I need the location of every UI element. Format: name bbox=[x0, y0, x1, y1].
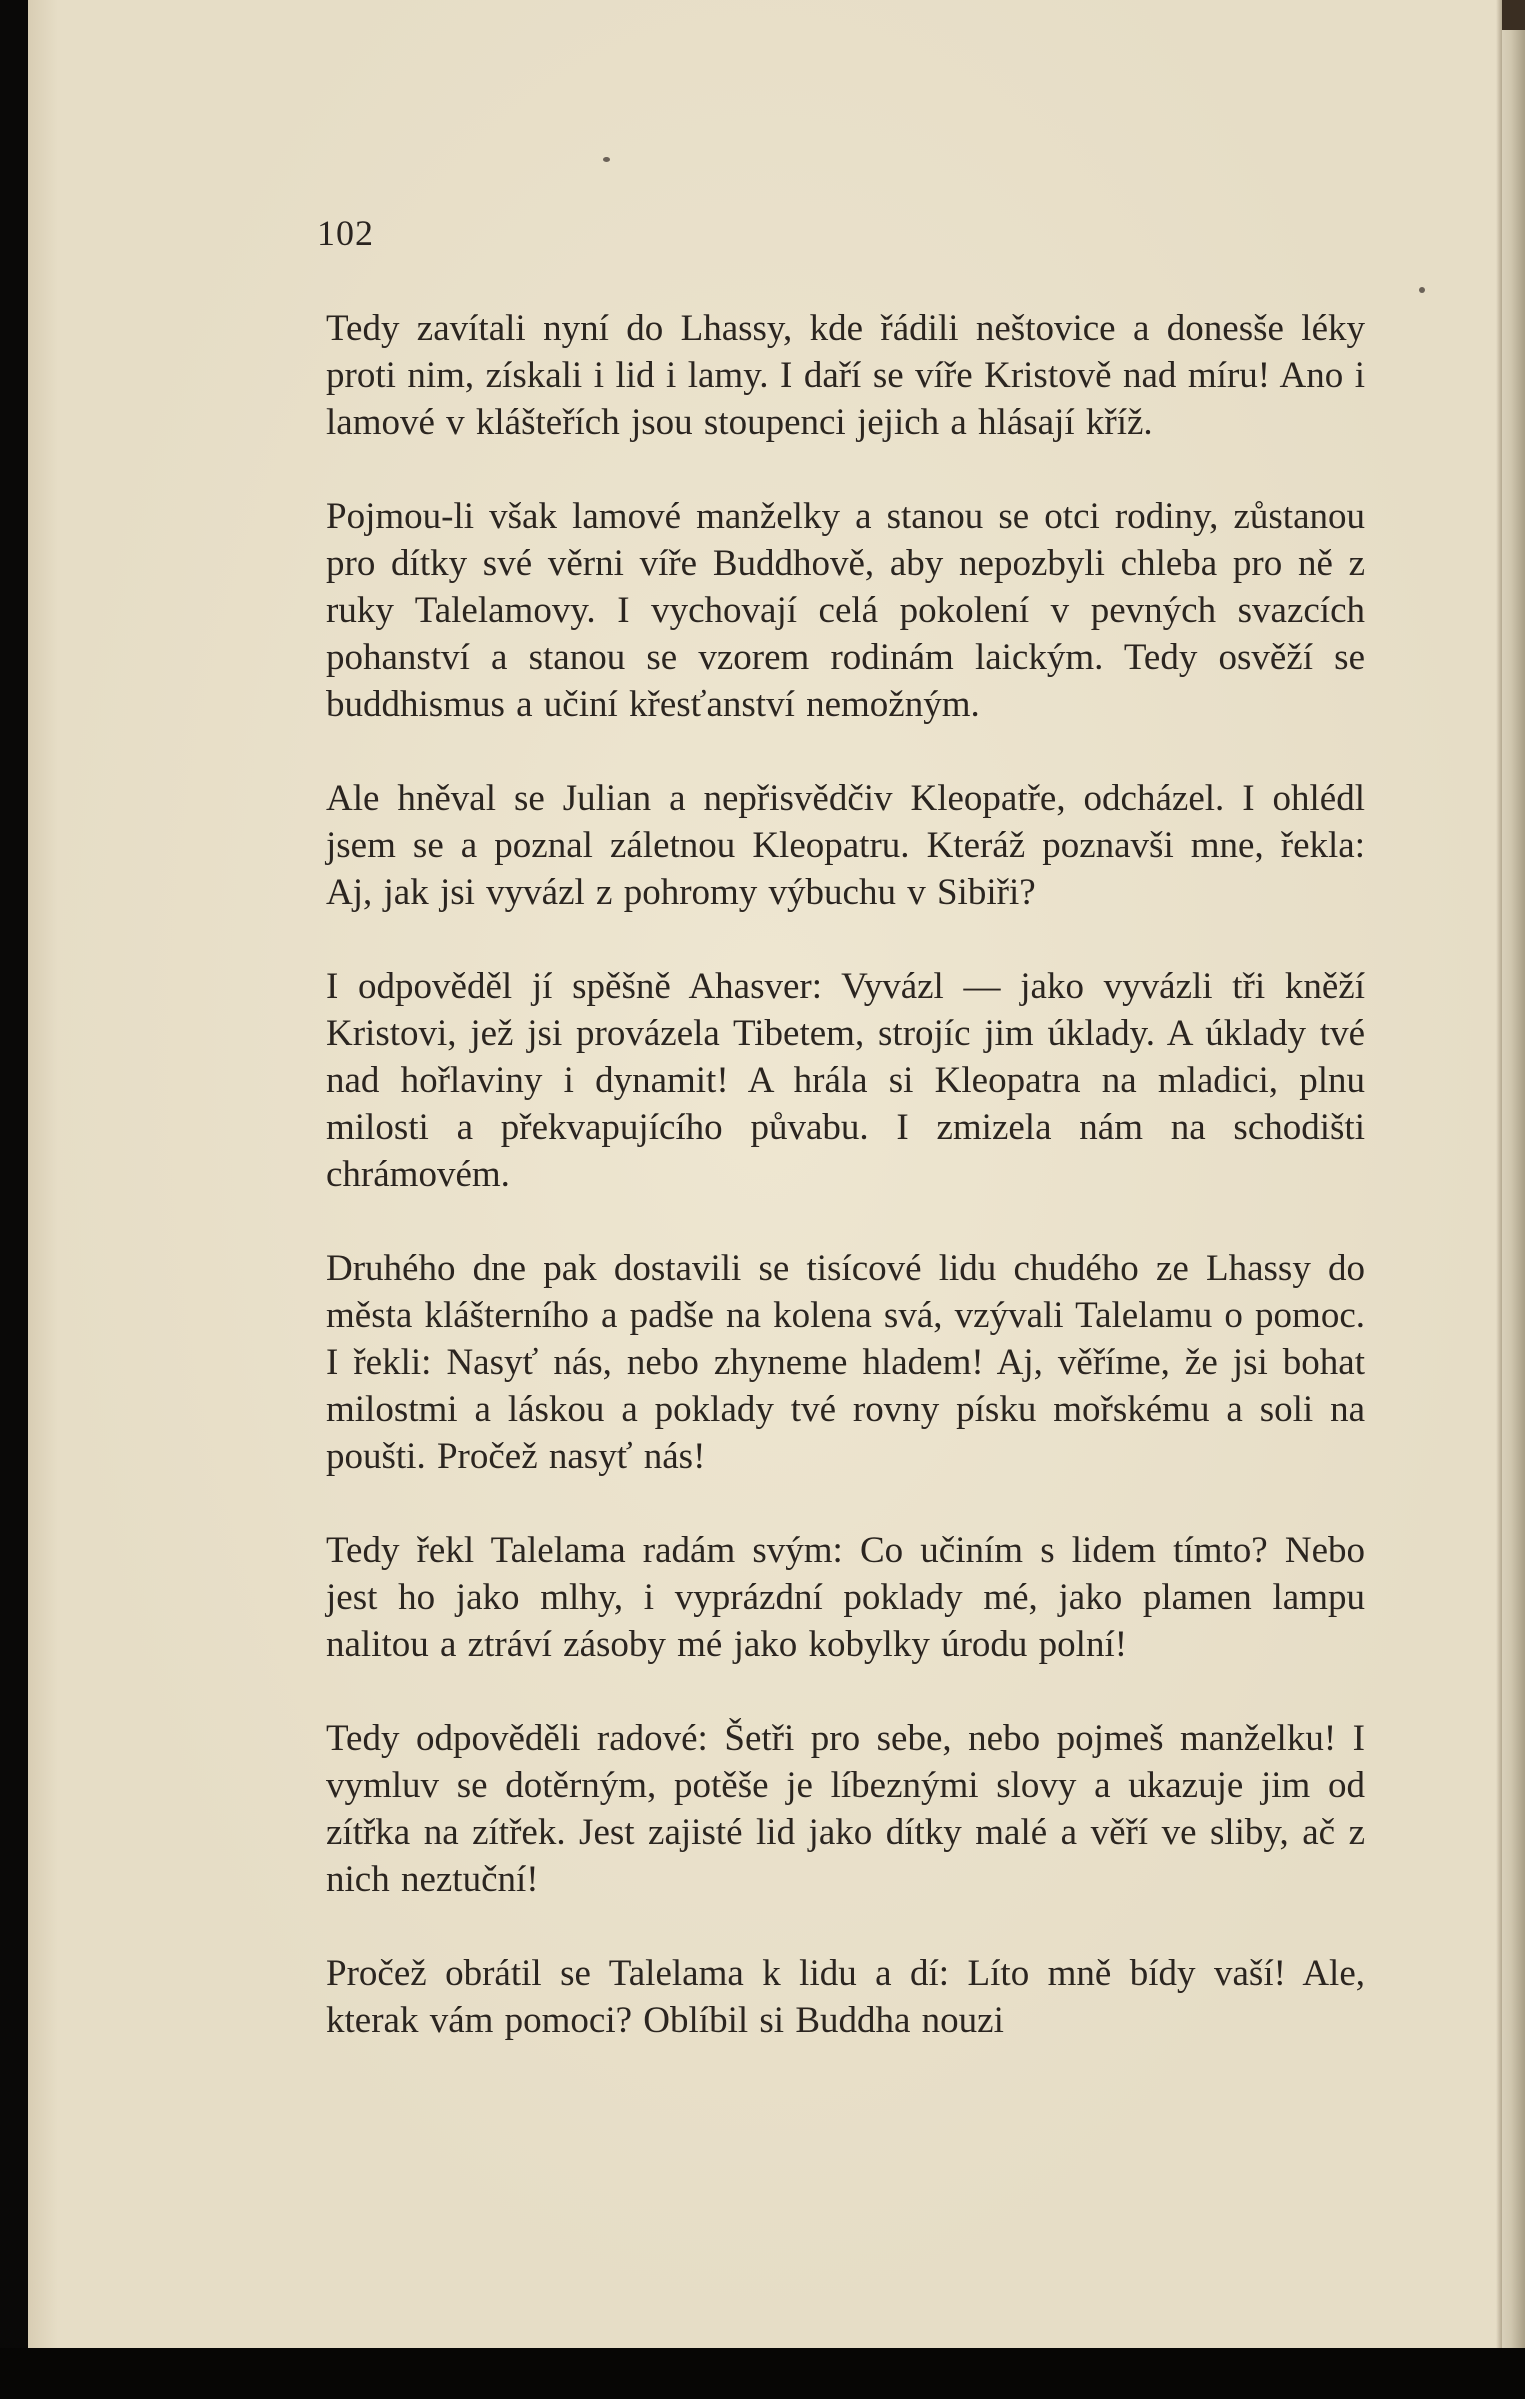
page-body bbox=[326, 305, 1365, 2044]
paragraph: Pojmou-li však lamové manželky a stanou se otci rodiny, zůstanou pro dítky své věrni víře Buddhově, aby nepozbyli chleba pro ně z ruky Talelamovy. I vychovají celá pokolení v pevných svazcích pohanství a stanou se vzorem rodinám laickým. Tedy osvěží se buddhismus a učiní křesťanství nemožným. bbox=[326, 496, 1365, 725]
paragraph: Tedy řekl Talelama radám svým: Co učiním s lidem tímto? Nebo jest ho jako mlhy, i vyprázdní poklady mé, jako plamen lampu nalitou a ztráví zásoby mé jako kobylky úrodu polní! bbox=[326, 1530, 1365, 1665]
paragraph: I odpověděl jí spěšně Ahasver: Vyvázl — jako vyvázli tři kněží Kristovi, jež jsi provázela Tibetem, strojíc jim úklady. A úklady tvé nad hořlaviny i dynamit! A hrála si Kleopatra na mladici, plnu milosti a překvapujícího půvabu. I zmizela nám na schodišti chrámovém. bbox=[326, 966, 1365, 1195]
ink-speck bbox=[603, 157, 610, 162]
paragraph: Pročež obrátil se Talelama k lidu a dí: Líto mně bídy vaší! Ale, kterak vám pomoci? Oblíbil si Buddha nouzi bbox=[326, 1953, 1365, 2041]
paragraph: Ale hněval se Julian a nepřisvědčiv Kleopatře, odcházel. I ohlédl jsem se a poznal záletnou Kleopatru. Kteráž poznavši mne, řekla: Aj, jak jsi vyvázl z pohromy výbuchu v Sibiři? bbox=[326, 778, 1365, 913]
page-fold-shadow bbox=[1496, 0, 1502, 2348]
scan-bottom-border bbox=[0, 2348, 1525, 2399]
paragraph: Tedy odpověděli radové: Šetři pro sebe, nebo pojmeš manželku! I vymluv se dotěrným, potěše je líbeznými slovy a ukazuje jim od zítřka na zítřek. Jest zajisté lid jako dítky malé a věří ve sliby, ač z nich neztuční! bbox=[326, 1718, 1365, 1900]
ink-speck bbox=[1419, 287, 1425, 293]
paragraph: Druhého dne pak dostavili se tisícové lidu chudého ze Lhassy do města klášterního a padše na kolena svá, vzývali Talelamu o pomoc. I řekli: Nasyť nás, nebo zhyneme hladem! Aj, věříme, že jsi bohat milostmi a láskou a poklady tvé rovny písku mořskému a soli na poušti. Pročež nasyť nás! bbox=[326, 1248, 1365, 1477]
page-number: 102 bbox=[317, 213, 374, 253]
page-edge bbox=[1502, 30, 1525, 2399]
paragraph: Tedy zavítali nyní do Lhassy, kde řádili neštovice a donesše léky proti nim, získali i lid i lamy. I daří se víře Kristově nad míru! Ano i lamové v klášteřích jsou stoupenci jejich a hlásají kříž. bbox=[326, 308, 1365, 443]
